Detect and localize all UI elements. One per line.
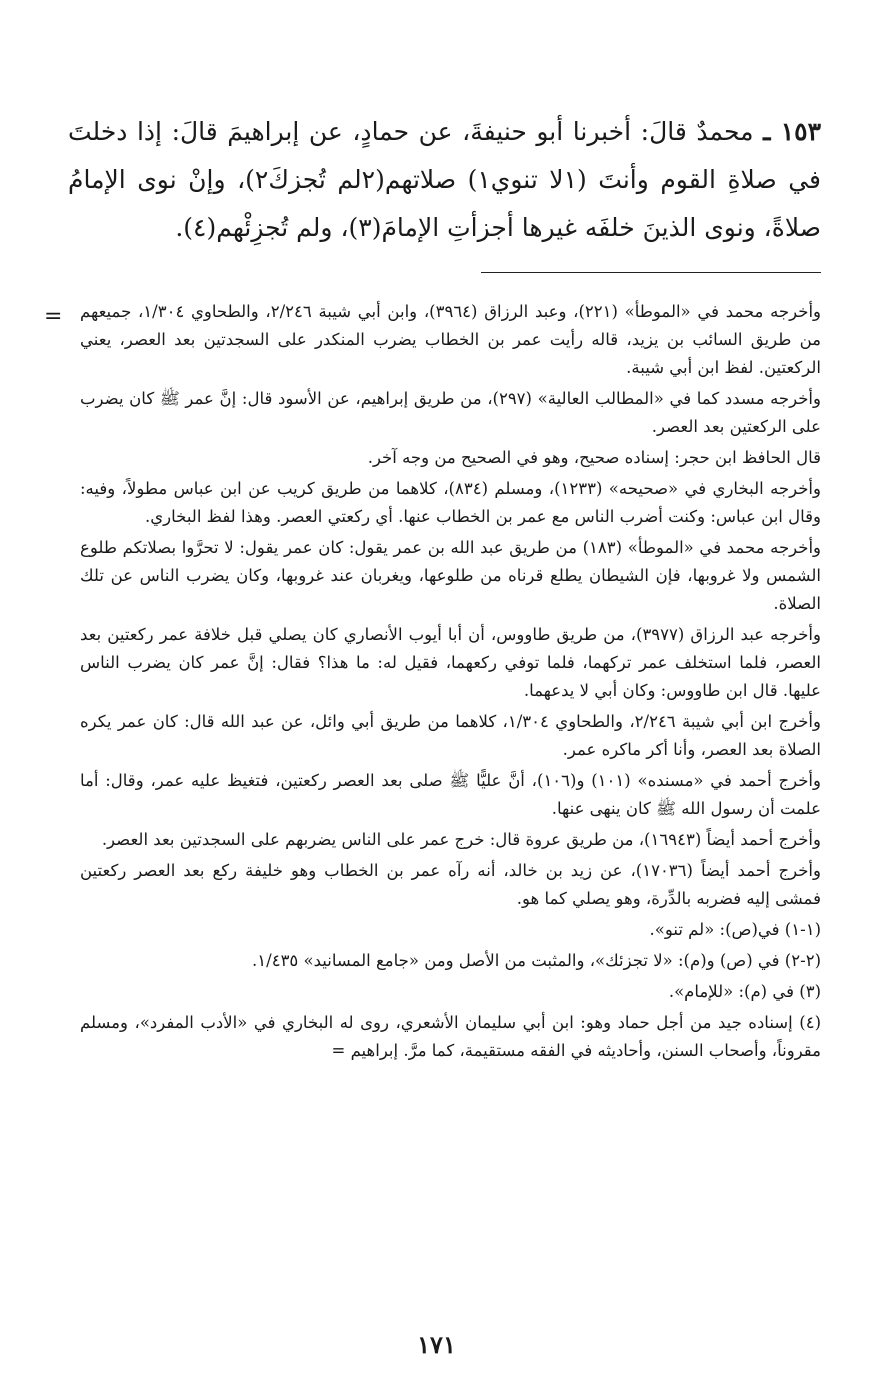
page-number: ١٧١ bbox=[417, 1330, 456, 1359]
footnotes-block bbox=[80, 298, 821, 1068]
note-paragraph: وأخرج أحمد في «مسنده» (١٠١) و(١٠٦)، أنَّ عليًّا ﷺ صلى بعد العصر ركعتين، فتغيظ عليه عمر، وقال: أما علمت أن رسول الله ﷺ كان ينهى عنها. bbox=[80, 771, 821, 818]
continuation-mark: = bbox=[44, 304, 63, 329]
footnote-3: (٣) في (م): «للإمام». bbox=[668, 982, 821, 1001]
note-paragraph: وأخرج أحمد أيضاً (١٧٠٣٦)، عن زيد بن خالد، أنه رآه عمر بن الخطاب وهو خليفة ركع بعد العصر ركعتين فمشى إليه فضربه بالدِّرة، وهو يصلي كما هو. bbox=[80, 861, 821, 908]
note-paragraph: قال الحافظ ابن حجر: إسناده صحيح، وهو في الصحيح من وجه آخر. bbox=[367, 448, 821, 467]
footnote-2: (٢-٢) في (ص) و(م): «لا تجزئك»، والمثبت من الأصل ومن «جامع المسانيد» ١/٤٣٥. bbox=[252, 951, 821, 970]
note-paragraph: وأخرجه عبد الرزاق (٣٩٧٧)، من طريق طاووس، أن أبا أيوب الأنصاري كان يصلي قبل خلافة عمر ركعتين بعد العصر، فلما استخلف عمر تركهما، فلما توفي ركعهما، فقيل له: ما هذا؟ فقال: إنَّ عمر كان يضرب الناس عليها. قال ابن طاووس: وكان أبي لا يدعهما. bbox=[80, 625, 821, 700]
note-paragraph: وأخرج أحمد أيضاً (١٦٩٤٣)، من طريق عروة قال: خرج عمر على الناس يضربهم على السجدتين بعد العصر. bbox=[101, 830, 821, 849]
main-text bbox=[68, 108, 821, 252]
note-paragraph: وأخرجه محمد في «الموطأ» (١٨٣) من طريق عبد الله بن عمر يقول: كان عمر يقول: لا تحرَّوا بصلاتكم طلوع الشمس ولا غروبها، فإن الشيطان يطلع قرناه من طلوعها، ويغربان عند غروبها، وكان يضرب الناس عن تلك الصلاة. bbox=[80, 538, 822, 613]
note-paragraph: وأخرجه محمد في «الموطأ» (٢٢١)، وعبد الرزاق (٣٩٦٤)، وابن أبي شيبة ٢/٢٤٦، والطحاوي ١/٣٠٤، جميعهم من طريق السائب بن يزيد، قاله رأيت عمر بن الخطاب يضرب المنكدر على السجدتين بعد العصر، يعني الركعتين. لفظ ابن أبي شيبة. bbox=[80, 302, 821, 377]
hadith-number: ١٥٣ ـ bbox=[763, 117, 822, 146]
note-paragraph: وأخرجه مسدد كما في «المطالب العالية» (٢٩٧)، من طريق إبراهيم، عن الأسود قال: إنَّ عمر ﷺ كان يضرب على الركعتين بعد العصر. bbox=[80, 389, 821, 436]
hadith-paragraph bbox=[68, 108, 821, 252]
hadith-text: محمدٌ قالَ: أخبرنا أبو حنيفةَ، عن حمادٍ، عن إبراهيمَ قالَ: إذا دخلتَ في صلاةِ القوم وأنتَ (١لا تنوي١) صلاتهم(٢لم تُجزكَ٢)، وإنْ نوى الإمامُ صلاةً، ونوى الذينَ خلفَه غيرها أجزأتِ الإمامَ(٣)، ولم تُجزِئْهم(٤). bbox=[68, 117, 821, 242]
note-paragraph: وأخرج ابن أبي شيبة ٢/٢٤٦، والطحاوي ١/٣٠٤، كلاهما من طريق أبي وائل، عن عبد الله قال: كان عمر يكره الصلاة بعد العصر، وأنا أكر ماكره عمر. bbox=[80, 712, 821, 759]
footnote-separator bbox=[481, 272, 821, 273]
footnote-1: (١-١) في(ص): «لم تنو». bbox=[649, 920, 821, 939]
note-paragraph: وأخرجه البخاري في «صحيحه» (١٢٣٣)، ومسلم (٨٣٤)، كلاهما من طريق كريب عن ابن عباس مطولاً، وفيه: وقال ابن عباس: وكنت أضرب الناس مع عمر بن الخطاب عنها. أي ركعتي العصر. وهذا لفظ البخاري. bbox=[80, 479, 821, 526]
footnote-4: (٤) إسناده جيد من أجل حماد وهو: ابن أبي سليمان الأشعري، روى له البخاري في «الأدب المفرد»، ومسلم مقروناً، وأصحاب السنن، وأحاديثه في الفقه مستقيمة، كما مرَّ. إبراهيم = bbox=[80, 1013, 821, 1060]
